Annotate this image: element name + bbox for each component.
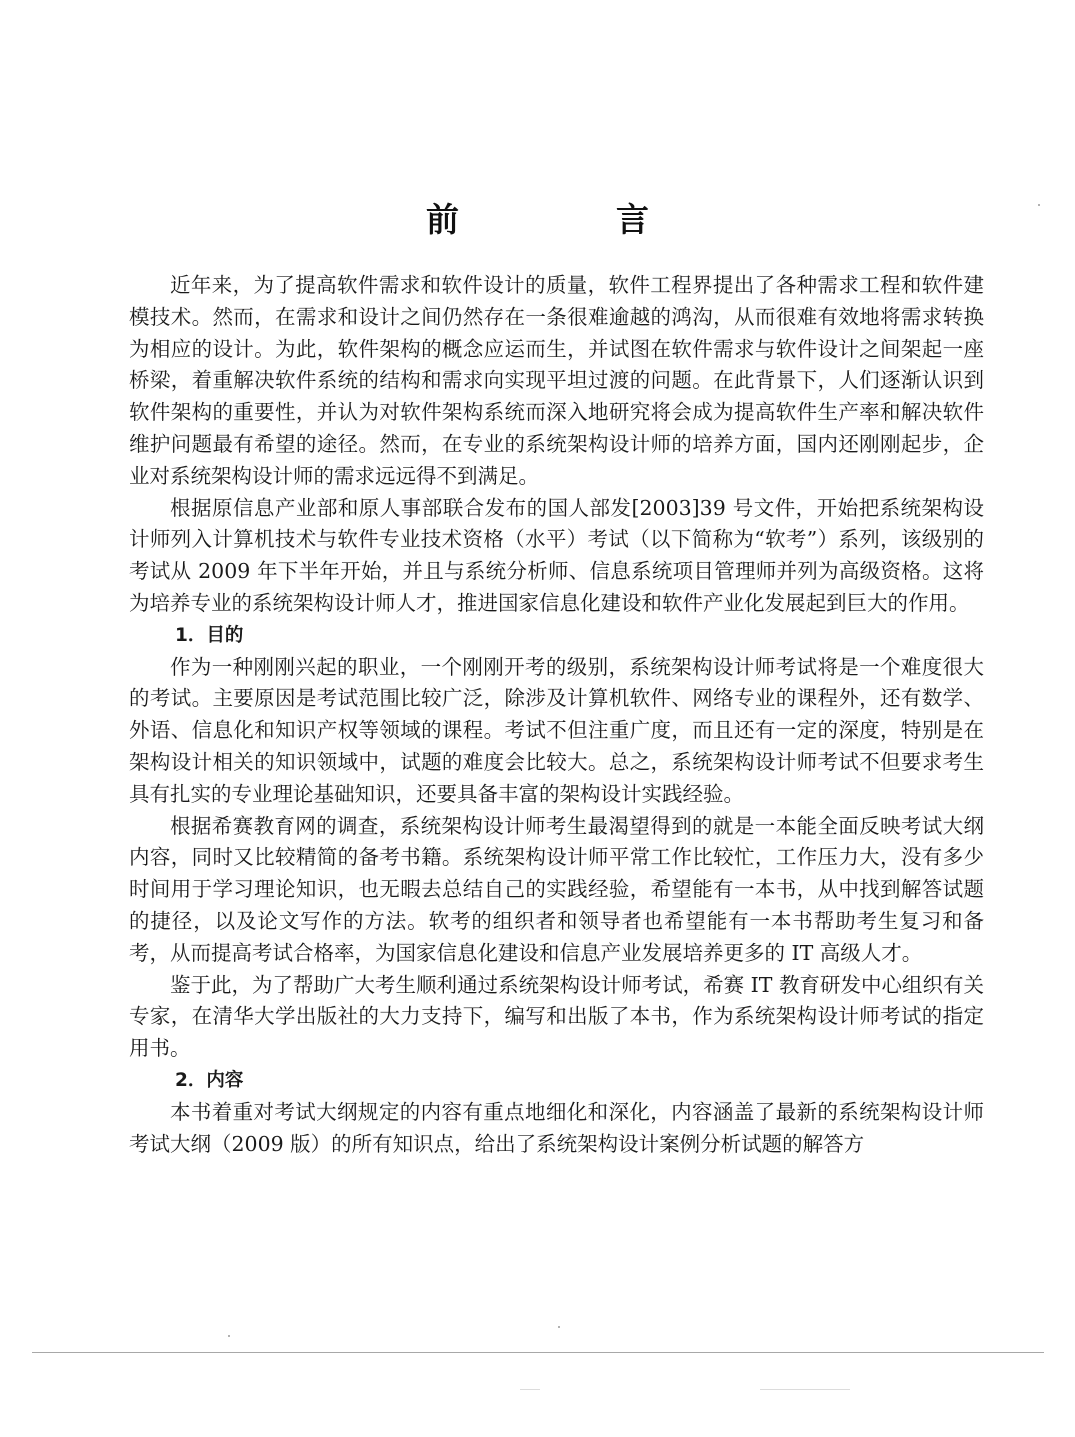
content-paragraph-1: 本书着重对考试大纲规定的内容有重点地细化和深化，内容涵盖了最新的系统架构设计师考试大纲（2009 版）的所有知识点，给出了系统架构设计案例分析试题的解答方: [129, 1099, 984, 1156]
intro-paragraph-1: 近年来，为了提高软件需求和软件设计的质量，软件工程界提出了各种需求工程和软件建模技术。然而，在需求和设计之间仍然存在一条很难逾越的鸿沟，从而很难有效地将需求转换为相应的设计。为此，软件架构的概念应运而生，并试图在软件需求与软件设计之间架起一座桥梁，着重解决软件系统的结构和需求向实现平坦过渡的问题。在此背景下，人们逐渐认识到软件架构的重要性，并认为对软件架构系统而深入地研究将会成为提高软件生产率和解决软件维护问题最有希望的途径。然而，在专业的系统架构设计师的培养方面，国内还刚刚起步，企业对系统架构设计师的需求远远得不到满足。: [129, 273, 984, 488]
purpose-paragraph-2: 根据希赛教育网的调查，系统架构设计师考生最渴望得到的就是一本能全面反映考试大纲内容，同时又比较精简的备考书籍。系统架构设计师平常工作比较忙，工作压力大，没有多少时间用于学习理论知识，也无暇去总结自己的实践经验，希望能有一本书，从中找到解答试题的捷径，以及论文写作的方法。软考的组织者和领导者也希望能有一本书帮助考生复习和备考，从而提高考试合格率，为国家信息化建设和信息产业发展培养更多的 IT 高级人才。: [129, 813, 984, 965]
scan-bottom-edge-line: [32, 1352, 1044, 1353]
intro-paragraph-2: 根据原信息产业部和原人事部联合发布的国人部发[2003]39 号文件，开始把系统架构设计师列入计算机技术与软件专业技术资格（水平）考试（以下简称为“软考”）系列，该级别的考试从 2009 年下半年开始，并且与系统分析师、信息系统项目管理师并列为高级资格。这将为培养专业的系统架构设计师人才，推进国家信息化建设和软件产业化发展起到巨大的作用。: [129, 495, 984, 615]
scan-artifact-line: [520, 1389, 540, 1390]
scan-artifact-line: [760, 1389, 850, 1390]
scan-speck: [558, 1326, 560, 1328]
section-heading-purpose: 1．目的: [175, 624, 244, 646]
page-title: 前 言: [426, 200, 711, 239]
document-body: [129, 270, 984, 1160]
scan-speck: [1038, 204, 1040, 206]
purpose-paragraph-1: 作为一种刚刚兴起的职业，一个刚刚开考的级别，系统架构设计师考试将是一个难度很大的考试。主要原因是考试范围比较广泛，除涉及计算机软件、网络专业的课程外，还有数学、外语、信息化和知识产权等领域的课程。考试不但注重广度，而且还有一定的深度，特别是在架构设计相关的知识领域中，试题的难度会比较大。总之，系统架构设计师考试不但要求考生具有扎实的专业理论基础知识，还要具备丰富的架构设计实践经验。: [129, 654, 984, 806]
scan-speck: [228, 1335, 230, 1337]
purpose-paragraph-3: 鉴于此，为了帮助广大考生顺利通过系统架构设计师考试，希赛 IT 教育研发中心组织有关专家，在清华大学出版社的大力支持下，编写和出版了本书，作为系统架构设计师考试的指定用书。: [129, 972, 984, 1061]
section-heading-content: 2．内容: [175, 1069, 244, 1091]
